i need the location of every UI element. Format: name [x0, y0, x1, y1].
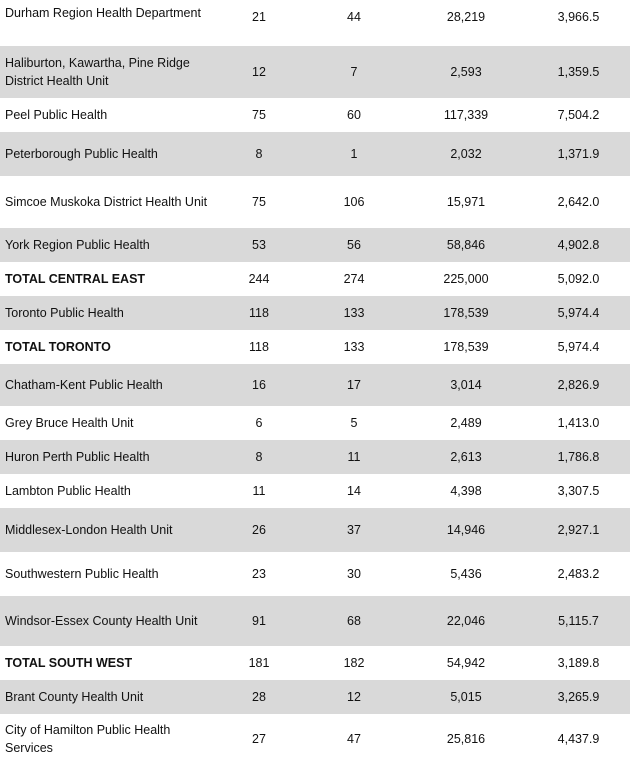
table-row — [0, 714, 630, 763]
table-row — [0, 440, 630, 474]
table-row — [0, 176, 630, 228]
value-col-2: 60 — [347, 108, 361, 122]
health-unit-name: Grey Bruce Health Unit — [5, 416, 134, 430]
value-col-1: 16 — [215, 364, 303, 406]
value-col-1: 75 — [252, 108, 266, 122]
value-col-3: 15,971 — [446, 195, 486, 209]
value-col-3: 2,032 — [405, 132, 527, 176]
value-col-3: 5,015 — [405, 680, 527, 714]
value-col-2: 37 — [303, 508, 405, 552]
health-unit-name: Huron Perth Public Health — [0, 440, 215, 474]
table-row — [0, 474, 630, 508]
health-unit-name: Haliburton, Kawartha, Pine Ridge District Health Unit — [0, 46, 215, 98]
value-col-1: 21 — [252, 10, 266, 24]
health-unit-name: TOTAL SOUTH WEST — [5, 656, 133, 670]
value-col-1: 27 — [252, 731, 266, 746]
value-col-2: 17 — [303, 364, 405, 406]
value-col-2: 106 — [343, 195, 365, 209]
value-col-3: 225,000 — [443, 272, 489, 286]
value-col-2: 133 — [343, 340, 365, 354]
health-unit-name: TOTAL CENTRAL EAST — [5, 272, 146, 286]
value-col-1: 75 — [252, 195, 266, 209]
value-col-1: 53 — [215, 228, 303, 262]
value-col-2: 5 — [350, 416, 358, 430]
value-col-4: 4,437.9 — [557, 731, 600, 746]
value-col-1: 11 — [252, 484, 266, 498]
value-col-3: 2,593 — [405, 46, 527, 98]
health-unit-name: Durham Region Health Department — [5, 6, 201, 20]
value-col-1: 118 — [249, 340, 269, 354]
value-col-4: 5,115.7 — [527, 596, 630, 646]
table-row — [0, 132, 630, 176]
value-col-4: 3,265.9 — [527, 680, 630, 714]
health-unit-name: Chatham-Kent Public Health — [0, 364, 215, 406]
value-col-1: 244 — [248, 272, 270, 286]
value-col-3: 2,613 — [405, 440, 527, 474]
health-unit-name: Windsor-Essex County Health Unit — [0, 596, 215, 646]
table-row — [0, 46, 630, 98]
table-row — [0, 406, 630, 440]
value-col-1: 12 — [215, 46, 303, 98]
health-unit-name: City of Hamilton Public Health Services — [5, 722, 171, 755]
value-col-4: 5,974.4 — [527, 296, 630, 330]
value-col-4: 1,413.0 — [557, 416, 600, 430]
value-col-2: 30 — [347, 567, 361, 581]
health-unit-name: Middlesex-London Health Unit — [0, 508, 215, 552]
value-col-2: 7 — [303, 46, 405, 98]
value-col-2: 68 — [303, 596, 405, 646]
value-col-3: 58,846 — [405, 228, 527, 262]
table-row — [0, 680, 630, 714]
value-col-2: 11 — [303, 440, 405, 474]
value-col-4: 5,974.4 — [557, 340, 600, 354]
health-unit-name: Southwestern Public Health — [5, 567, 159, 581]
value-col-3: 28,219 — [446, 10, 486, 24]
value-col-4: 2,642.0 — [557, 195, 600, 209]
value-col-4: 3,307.5 — [557, 484, 600, 498]
health-unit-name: Simcoe Muskoka District Health Unit — [5, 195, 208, 209]
value-col-1: 26 — [215, 508, 303, 552]
table-total-row — [0, 646, 630, 680]
health-unit-name: Brant County Health Unit — [0, 680, 215, 714]
value-col-3: 25,816 — [446, 731, 486, 746]
value-col-3: 3,014 — [405, 364, 527, 406]
table-row — [0, 98, 630, 132]
health-unit-name: Toronto Public Health — [0, 296, 215, 330]
health-unit-name: Lambton Public Health — [5, 484, 131, 498]
table-row — [0, 296, 630, 330]
value-col-3: 54,942 — [446, 656, 486, 670]
value-col-4: 7,504.2 — [557, 108, 600, 122]
table-total-row — [0, 262, 630, 296]
table-row — [0, 552, 630, 596]
value-col-2: 274 — [343, 272, 365, 286]
value-col-3: 117,339 — [443, 108, 489, 122]
table-total-row — [0, 330, 630, 364]
value-col-4: 1,371.9 — [527, 132, 630, 176]
value-col-4: 2,927.1 — [527, 508, 630, 552]
table-row — [0, 364, 630, 406]
value-col-1: 6 — [255, 416, 263, 430]
value-col-4: 2,483.2 — [557, 567, 600, 581]
value-col-2: 12 — [303, 680, 405, 714]
value-col-1: 181 — [248, 656, 270, 670]
health-unit-name: Peel Public Health — [5, 108, 108, 122]
value-col-4: 1,786.8 — [527, 440, 630, 474]
value-col-3: 22,046 — [405, 596, 527, 646]
value-col-2: 133 — [303, 296, 405, 330]
value-col-2: 1 — [303, 132, 405, 176]
value-col-1: 8 — [215, 132, 303, 176]
value-col-4: 4,902.8 — [527, 228, 630, 262]
value-col-4: 2,826.9 — [527, 364, 630, 406]
value-col-1: 118 — [215, 296, 303, 330]
value-col-2: 47 — [347, 731, 361, 746]
value-col-3: 178,539 — [405, 296, 527, 330]
value-col-3: 5,436 — [450, 567, 482, 581]
value-col-1: 91 — [215, 596, 303, 646]
value-col-1: 8 — [215, 440, 303, 474]
table-row — [0, 508, 630, 552]
health-unit-name: Peterborough Public Health — [0, 132, 215, 176]
health-unit-name: York Region Public Health — [0, 228, 215, 262]
value-col-2: 56 — [303, 228, 405, 262]
value-col-3: 178,539 — [443, 340, 489, 354]
value-col-2: 182 — [343, 656, 365, 670]
health-unit-name: TOTAL TORONTO — [5, 340, 111, 354]
value-col-3: 2,489 — [450, 416, 482, 430]
table-row — [0, 228, 630, 262]
table-row — [0, 596, 630, 646]
value-col-4: 1,359.5 — [527, 46, 630, 98]
value-col-2: 44 — [347, 10, 361, 24]
value-col-4: 3,966.5 — [557, 10, 600, 24]
value-col-3: 14,946 — [405, 508, 527, 552]
table-row — [0, 0, 630, 46]
value-col-4: 3,189.8 — [557, 656, 600, 670]
value-col-4: 5,092.0 — [557, 272, 600, 286]
value-col-1: 28 — [215, 680, 303, 714]
value-col-1: 23 — [252, 567, 266, 581]
value-col-3: 4,398 — [450, 484, 482, 498]
value-col-2: 14 — [347, 484, 361, 498]
